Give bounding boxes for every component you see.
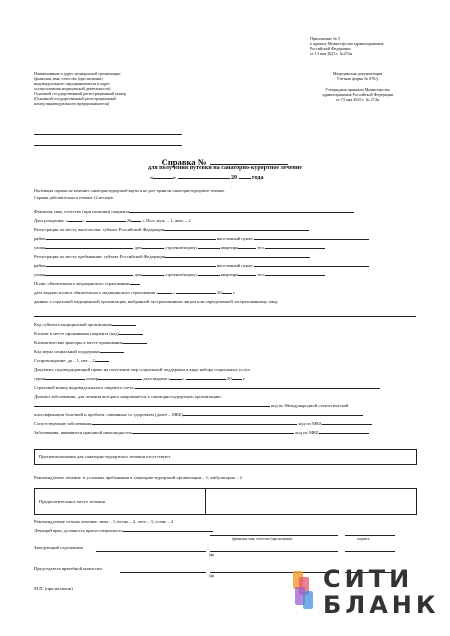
- dob-year-field[interactable]: [131, 221, 141, 222]
- climate-label: Климат в месте проживания пациента (код): [34, 331, 119, 336]
- district-label: район: [34, 263, 46, 268]
- residence-street-row: [34, 245, 325, 251]
- settlement-label: населенный пункт:: [216, 263, 254, 268]
- fio-hint-3: (фа: [209, 574, 215, 578]
- settlement-field-1[interactable]: [254, 239, 369, 240]
- approval-line1: Утверждена приказом Министерства: [325, 87, 390, 92]
- org-underline-1: [34, 134, 182, 135]
- house-label: дом: [134, 272, 142, 277]
- preferred-place-box[interactable]: [34, 488, 417, 515]
- series-label: серия: [34, 376, 46, 381]
- org-code-row: [34, 322, 136, 328]
- phone-label: тел.: [257, 245, 265, 250]
- contraindications-text: Противопоказания для санаторно-курортного лечения отсутствуют: [39, 454, 171, 459]
- building-label: строение/корпус: [165, 272, 198, 277]
- title-year-field[interactable]: [239, 178, 251, 179]
- diagnosis-label: Диагноз заболевания, для лечения которого направляется в санаторно-курортную организацию:: [34, 394, 222, 399]
- citiblank-logo: [291, 565, 440, 619]
- stamp-label: М.П. (при наличии): [34, 586, 73, 591]
- form-type-block: [290, 71, 425, 81]
- dob-day-field[interactable]: [68, 221, 82, 222]
- street-field-2[interactable]: [45, 275, 133, 276]
- issue-year-field[interactable]: [232, 379, 242, 380]
- reg-stay-row: [34, 254, 310, 260]
- concomitant-field[interactable]: [92, 424, 297, 425]
- med-doc-label: Медицинская документация: [332, 71, 383, 76]
- certificate-title: Справка №: [161, 157, 207, 167]
- icd-code-field[interactable]: [183, 415, 363, 416]
- escort-row: [34, 358, 109, 364]
- climate-factors-field[interactable]: [123, 343, 147, 344]
- support-document-row: [34, 376, 245, 382]
- icd-field-2[interactable]: [319, 433, 369, 434]
- insurer-field[interactable]: [34, 316, 416, 317]
- district-field-1[interactable]: [46, 239, 216, 240]
- disability-row: [34, 430, 369, 436]
- policy-date-label: дата выдачи полиса обязательного медицинского страхования «: [34, 290, 159, 295]
- policy-year-suffix: г.: [232, 290, 236, 295]
- form-number: Учетная форма № 070/у: [336, 76, 379, 81]
- sign-hint: подпись: [357, 537, 370, 541]
- title-date-row: [150, 175, 263, 181]
- policy-date-row: [34, 290, 235, 296]
- phone-field-1[interactable]: [265, 248, 325, 249]
- appendix-line2: к приказу Министерства здравоохранения: [310, 41, 384, 46]
- concomitant-row: [34, 421, 372, 427]
- note-validity-restriction: Настоящая справка не заменяет санаторно-курортной карты и не дает права на санаторно-курортное лечение.: [34, 188, 226, 193]
- year-suffix: года: [252, 175, 264, 181]
- org-line3: индивидуального предпринимателя и адрес: [34, 81, 111, 86]
- fio-hint-1: (фамилия, имя, отчество (при наличии): [232, 537, 293, 541]
- support-code-row: [34, 349, 124, 355]
- climate-factors-label: Климатические факторы в месте проживания: [34, 340, 123, 345]
- dob-label: Дата рождения: «: [34, 218, 69, 223]
- series-field[interactable]: [45, 379, 85, 380]
- approval-line2: здравоохранения Российской Федерации: [321, 92, 394, 97]
- snils-row: [34, 385, 380, 391]
- escort-label: Сопровождение: да – 1, нет – 2: [34, 358, 95, 363]
- appendix-line3: Российской Федерации: [310, 46, 351, 51]
- classification-row: [34, 412, 363, 418]
- commission-chair-label: Председатель врачебной комиссии: [34, 566, 102, 571]
- climate-field[interactable]: [119, 334, 143, 335]
- doctor-label: Лечащий врач, должность врача-специалиста: [34, 528, 123, 533]
- icd-field-1[interactable]: [322, 424, 372, 425]
- year-prefix: 20: [231, 175, 237, 181]
- apartment-field-1[interactable]: [238, 248, 256, 249]
- title-day-field[interactable]: [153, 178, 173, 179]
- contraindications-box[interactable]: [34, 449, 417, 465]
- logo-text-line2: БЛАНК: [323, 591, 440, 619]
- issue-year-suffix: г.: [242, 376, 246, 381]
- snils-label: Страховой номер индивидуального лицевого счета:: [34, 385, 135, 390]
- icd-label-1: код по МКБ: [298, 421, 322, 426]
- approval-block: [290, 87, 425, 102]
- policy-day-field[interactable]: [158, 293, 172, 294]
- org-line4: осуществления медицинской деятельности): [34, 86, 111, 91]
- appendix-line4: от 13 мая 2025 г. №274н: [310, 51, 352, 56]
- fio-field[interactable]: [129, 212, 354, 213]
- dob-quote-close: »: [82, 218, 85, 223]
- org-code-label: Код субъекта медицинской организации: [34, 322, 113, 327]
- ogrn-line1: Основной государственный регистрационный номер: [34, 91, 126, 96]
- building-field-2[interactable]: [198, 275, 220, 276]
- logo-text-line1: СИТИ: [323, 565, 414, 593]
- head-sign-line[interactable]: [345, 551, 395, 552]
- escort-field[interactable]: [95, 361, 109, 362]
- dob-month-field[interactable]: [86, 221, 126, 222]
- number-field[interactable]: [98, 379, 142, 380]
- climate-factors-row: [34, 340, 147, 346]
- policy-year-field[interactable]: [222, 293, 232, 294]
- support-code-label: Код меры социальной поддержки: [34, 349, 100, 354]
- district-label: район: [34, 236, 46, 241]
- appendix-number: Приложение № 5: [310, 36, 340, 41]
- title-month-field[interactable]: [178, 178, 230, 179]
- building-label: строение/корпус: [165, 245, 198, 250]
- note-validity-period: Справка действительна в течение 12 месяцев.: [34, 195, 114, 200]
- reg-residence-row: [34, 227, 309, 233]
- head-fio-line[interactable]: [210, 551, 338, 552]
- street-label: улица: [34, 245, 46, 250]
- support-document-label: Документ, подтверждающий право на получение мер социальной поддержки в виде набора социальных услуг:: [34, 367, 251, 372]
- dob-year-prefix: 20: [126, 218, 132, 223]
- policy-year-prefix: 20: [217, 290, 222, 295]
- phone-label: тел.: [257, 272, 265, 277]
- diagnosis-field[interactable]: [34, 406, 270, 407]
- logo-mark-icon: [291, 567, 319, 613]
- climate-row: [34, 331, 143, 337]
- approval-line3: от 13 мая 2025 г. № 274н: [336, 97, 379, 102]
- issue-year-prefix: 20: [227, 376, 232, 381]
- disability-label: Заболевания, явившиеся причиной инвалидности:: [34, 430, 133, 435]
- building-field-1[interactable]: [198, 248, 220, 249]
- doctor-row: [34, 528, 213, 534]
- org-line2: (фамилия, имя, отчество (при наличии): [34, 76, 103, 81]
- number-label: номер: [86, 376, 99, 381]
- head-of-department-label: Заведующий отделением: [34, 545, 83, 550]
- fio-hint-2: (фа: [209, 553, 215, 557]
- doctor-fio-line[interactable]: [210, 535, 338, 536]
- apartment-field-2[interactable]: [238, 275, 256, 276]
- stay-street-row: [34, 272, 325, 278]
- fio-label: Фамилия, имя, отчество (при наличии) пациента: [34, 209, 130, 214]
- issue-quote-close: »: [182, 376, 185, 381]
- icd-code-label: код по Международной статистической: [271, 403, 349, 408]
- settlement-label: населенный пункт:: [216, 236, 254, 241]
- doctor-sign-line[interactable]: [345, 535, 395, 536]
- org-line1: Наименование и адрес медицинской организации: [34, 71, 121, 76]
- house-label: дом: [134, 245, 142, 250]
- organization-block: [34, 71, 126, 106]
- classification-label: классификации болезней и проблем, связанных со здоровьем (далее – МКБ): [34, 412, 184, 417]
- org-underline-2: [34, 145, 182, 146]
- org-code-field[interactable]: [112, 325, 136, 326]
- certificate-subtitle: для получения путевки на санаторно-курортное лечение: [147, 165, 302, 171]
- preferred-place-label: Предпочтительное место лечения: [39, 499, 105, 504]
- icd-label-2: код по МКБ: [295, 430, 319, 435]
- apartment-label: квартира: [220, 245, 239, 250]
- seasons-label: Рекомендуемые сезоны лечения: зима – 1, весна – 2, лето – 3, осень – 4: [34, 519, 174, 524]
- issue-month-field[interactable]: [186, 379, 226, 380]
- policy-month-field[interactable]: [176, 293, 216, 294]
- policy-field[interactable]: [130, 284, 140, 285]
- insurer-label: данные о страховой медицинской организации, выбранной застрахованным лицом или определенной застрахованному лицу: [34, 299, 278, 304]
- diagnosis-row: [34, 403, 349, 409]
- district-field-2[interactable]: [46, 266, 216, 267]
- residence-district-row: [34, 236, 369, 242]
- recommended-treatment-label: Рекомендуемое лечение: в условиях пребывания в санаторно-курортной организации – 1; амбулаторно – 2: [34, 475, 243, 480]
- date-quote-open: «: [150, 175, 153, 181]
- order-appendix-block: [310, 36, 383, 56]
- policy-quote-close: »: [172, 290, 175, 295]
- street-label: улица: [34, 272, 46, 277]
- settlement-field-2[interactable]: [254, 266, 369, 267]
- date-quote-close: »: [173, 175, 176, 181]
- reg-residence-subject-field[interactable]: [164, 230, 309, 231]
- head-position-line[interactable]: [96, 551, 206, 552]
- reg-residence-label: Регистрация по месту жительства: субъект Российской Федерации: [34, 227, 165, 232]
- phone-field-2[interactable]: [265, 275, 325, 276]
- snils-field[interactable]: [135, 388, 380, 389]
- issue-date-label: дата выдачи «: [143, 376, 171, 381]
- fio-row: [34, 209, 354, 215]
- stay-district-row: [34, 263, 369, 269]
- house-field-1[interactable]: [142, 248, 164, 249]
- reg-stay-label: Регистрация по месту пребывания: субъект Российской Федерации: [34, 254, 166, 259]
- ogrn-line3: номер индивидуального предпринимателя): [34, 101, 110, 106]
- doctor-position-field[interactable]: [123, 531, 213, 532]
- reg-stay-subject-field[interactable]: [165, 257, 310, 258]
- policy-row: [34, 281, 140, 287]
- sex-label: г. Пол: муж. – 1, жен. – 2: [142, 218, 191, 223]
- preferred-place-label-cell: [35, 489, 206, 514]
- policy-label: Полис обязательного медицинского страхования:: [34, 281, 131, 286]
- apartment-label: квартира: [220, 272, 239, 277]
- concomitant-label: Сопутствующие заболевания:: [34, 421, 93, 426]
- dob-row: [34, 218, 191, 224]
- ogrn-line2: (Основной государственный регистрационный: [34, 96, 116, 101]
- house-field-2[interactable]: [142, 275, 164, 276]
- issue-day-field[interactable]: [170, 379, 182, 380]
- support-code-field[interactable]: [100, 352, 124, 353]
- chair-position-line[interactable]: [120, 572, 206, 573]
- disability-field[interactable]: [132, 433, 294, 434]
- street-field-1[interactable]: [45, 248, 133, 249]
